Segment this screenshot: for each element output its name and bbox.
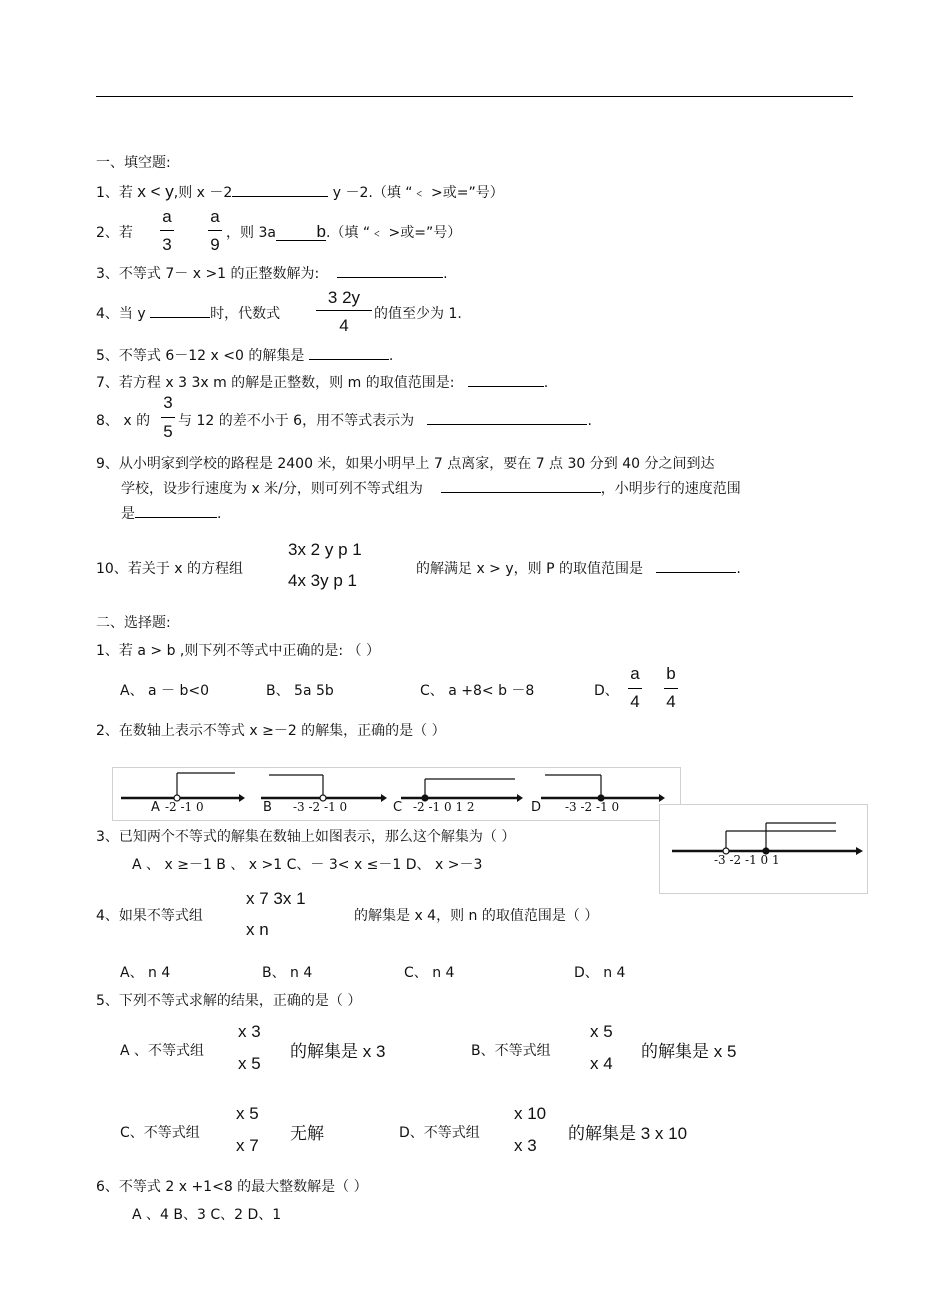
q8-frac-den: 5 — [163, 422, 173, 441]
s2q6-opts: A 、4 B、3 C、2 D、1 — [132, 1207, 282, 1223]
q9-line1: 9、从小明家到学校的路程是 2400 米，如果小明早上 7 点离家，要在 7 点 30 分到 40 分之间到达 — [96, 456, 715, 472]
s2q1-d-den1: 4 — [630, 692, 640, 711]
section1-title: 一、填空题: — [96, 155, 171, 171]
q1-line: 1、若 x < y,则 x －2 y －2.（填 “﹤ >或=”号） — [96, 182, 504, 201]
nl-ticks-A: -2 -1 0 — [165, 800, 204, 814]
s2q5-D-r2: x 3 — [514, 1136, 537, 1155]
s2q1-d-bar2 — [664, 688, 678, 689]
s2q6-text: 6、不等式 2 x +1<8 的最大整数解是（ ） — [96, 1179, 368, 1195]
s2q1-d-num2: b — [666, 664, 676, 683]
q2-frac1-num: a — [162, 207, 172, 226]
s2q4-mid: 的解集是 x 4，则 n 的取值范围是（ ） — [354, 908, 599, 924]
q10-eq1: 3x 2 y p 1 — [288, 540, 362, 559]
s2q5-A-pre: A 、不等式组 — [120, 1043, 205, 1059]
q2-frac2-num: a — [210, 207, 220, 226]
q3-number-line-svg — [660, 805, 867, 893]
q4-tail: 的值至少为 1. — [374, 306, 462, 322]
s2q5-D-tail: 的解集是 3 x 10 — [568, 1124, 688, 1143]
s2q1-optB: B、 5a 5b — [266, 683, 334, 699]
nl-label-B: B — [263, 800, 272, 815]
q4-frac-num: 3 2y — [327, 288, 361, 307]
s2q5-C-tail: 无解 — [290, 1124, 324, 1143]
q8-rest: 与 12 的差不小于 6，用不等式表示为 . — [178, 410, 592, 430]
q10-eq2: 4x 3y p 1 — [288, 571, 357, 590]
s2q1-optD: D、 — [594, 683, 619, 699]
nl-label-C: C — [393, 800, 403, 815]
q7-line: 7、若方程 x 3 3x m 的解是正整数，则 m 的取值范围是: . — [96, 372, 548, 392]
q2-frac2-bar — [208, 230, 222, 231]
s2q5-A-tail: 的解集是 x 3 — [290, 1042, 386, 1061]
number-line-figure — [112, 767, 681, 821]
q8-frac-num: 3 — [163, 393, 173, 412]
s2q5-C-r1: x 5 — [236, 1104, 259, 1123]
s2q5-A-r2: x 5 — [238, 1054, 261, 1073]
q9-line2: 学校，设步行速度为 x 米/分，则可列不等式组为 ，小明步行的速度范围 — [121, 478, 741, 498]
q4-frac-bar — [316, 310, 372, 311]
q2-prefix: 2、若 — [96, 225, 133, 241]
s2q4-pre: 4、如果不等式组 — [96, 908, 203, 924]
s2q3-text: 3、已知两个不等式的解集在数轴上如图表示，那么这个解集为（ ） — [96, 829, 516, 845]
q3-number-line-figure — [659, 804, 868, 894]
s2q5-D-r1: x 10 — [514, 1104, 547, 1123]
s2q1-text: 1、若 a > b ,则下列不等式中正确的是: （ ） — [96, 643, 380, 659]
nl-label-A: A — [151, 800, 160, 815]
q3-line: 3、不等式 7－ x >1 的正整数解为: . — [96, 263, 448, 283]
q5-line: 5、不等式 6－12 x <0 的解集是 . — [96, 345, 393, 365]
s2q5-C-pre: C、不等式组 — [120, 1125, 200, 1141]
s2q5-B-tail: 的解集是 x 5 — [641, 1042, 737, 1061]
s2q4-optA: A、 n 4 — [120, 965, 171, 981]
q3-ticks: -3 -2 -1 0 1 — [714, 853, 780, 867]
s2q1-d-den2: 4 — [666, 692, 676, 711]
s2q1-optA: A、 a － b<0 — [120, 683, 210, 699]
q4-frac-den: 4 — [339, 316, 349, 335]
q2-frac1-den: 3 — [162, 235, 172, 254]
s2q5-D-pre: D、不等式组 — [399, 1125, 480, 1141]
nl-ticks-D: -3 -2 -1 0 — [565, 800, 620, 814]
q8-pre: 8、 x 的 — [96, 413, 151, 429]
s2q5-B-pre: B、不等式组 — [471, 1043, 551, 1059]
s2q1-optC: C、 a +8< b －8 — [420, 683, 535, 699]
s2q1-d-bar1 — [628, 688, 642, 689]
q2-frac1-bar — [160, 230, 174, 231]
q8-frac-bar — [161, 417, 175, 418]
s2q5-A-r1: x 3 — [238, 1022, 261, 1041]
q10-rest: 的解满足 x > y，则 P 的取值范围是 . — [416, 558, 741, 578]
s2q4-optD: D、 n 4 — [574, 965, 626, 981]
q9-line3: 是 . — [121, 503, 221, 523]
section2-title: 二、选择题: — [96, 615, 171, 631]
header-rule — [96, 96, 853, 97]
s2q1-d-num1: a — [630, 664, 640, 683]
s2q4-eq1: x 7 3x 1 — [246, 889, 306, 908]
q2-rest: ，则 3a b.（填 “﹤ >或=”号） — [226, 222, 462, 241]
q4-pre: 4、当 y 时，代数式 — [96, 303, 280, 323]
q2-frac2-den: 9 — [210, 235, 220, 254]
s2q5-C-r2: x 7 — [236, 1136, 259, 1155]
s2q4-optC: C、 n 4 — [404, 965, 455, 981]
s2q4-optB: B、 n 4 — [262, 965, 313, 981]
s2q3-opts: A 、 x ≥－1 B 、 x >1 C、－ 3< x ≤－1 D、 x >－3 — [132, 857, 483, 873]
nl-ticks-C: -2 -1 0 1 2 — [413, 800, 475, 814]
s2q5-B-r1: x 5 — [590, 1022, 613, 1041]
nl-label-D: D — [531, 800, 542, 815]
s2q4-eq2: x n — [246, 920, 269, 939]
q10-pre: 10、若关于 x 的方程组 — [96, 561, 243, 577]
s2q5-text: 5、下列不等式求解的结果，正确的是（ ） — [96, 993, 362, 1009]
nl-ticks-B: -3 -2 -1 0 — [293, 800, 348, 814]
s2q5-B-r2: x 4 — [590, 1054, 613, 1073]
s2q2-text: 2、在数轴上表示不等式 x ≥－2 的解集，正确的是（ ） — [96, 723, 446, 739]
